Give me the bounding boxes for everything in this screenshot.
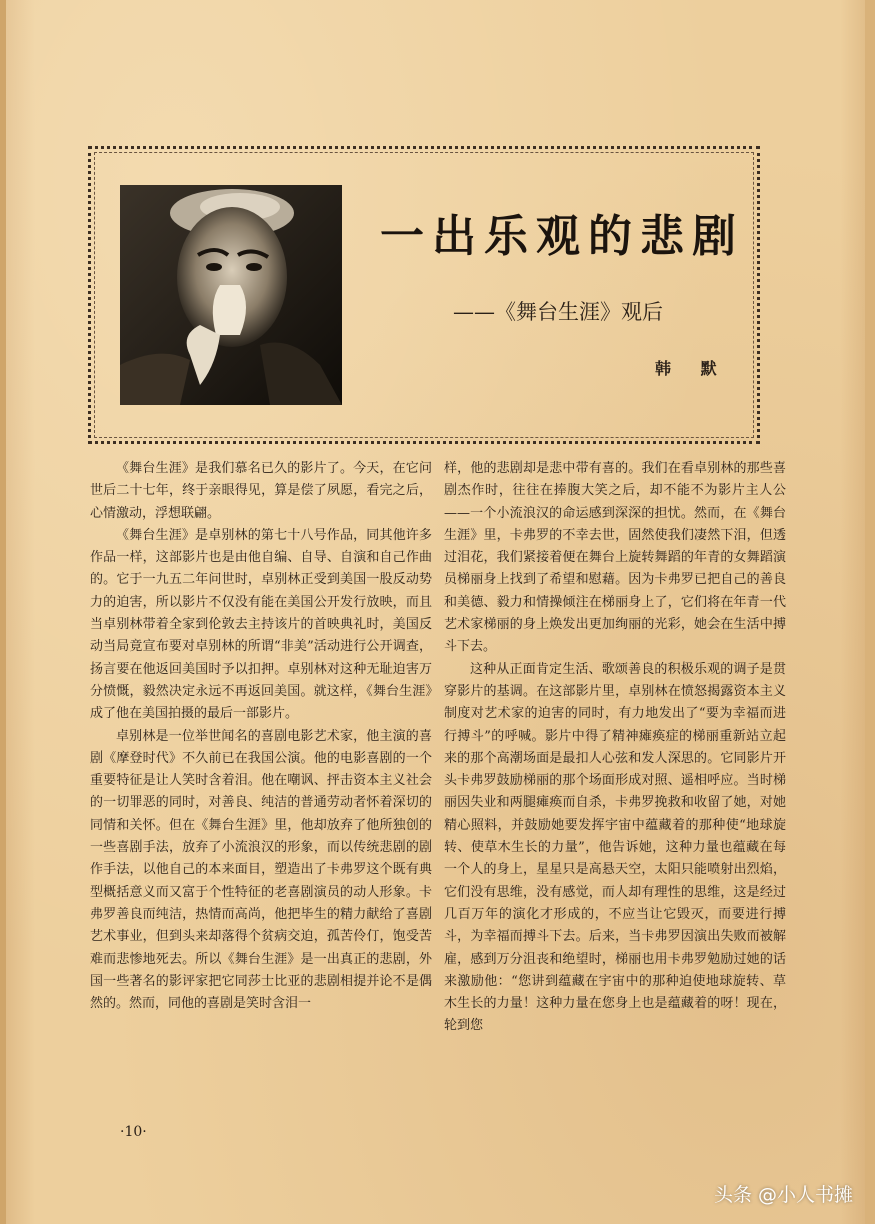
portrait-photo <box>120 185 342 405</box>
paragraph: 这种从正面肯定生活、歌颂善良的积极乐观的调子是贯穿影片的基调。在这部影片里，卓别林在愤怒揭露资本主义制度对艺术家的迫害的同时，有力地发出了“要为幸福而进行搏斗”的呼喊。影片中得了精神瘫痪症的梯丽重新站立起来的那个高潮场面是最扣人心弦和发人深思的。它同影片开头卡弗罗鼓励梯丽的那个场面形成对照、遥相呼应。当时梯丽因失业和两腿瘫痪而自杀，卡弗罗挽救和收留了她，对她精心照料，并鼓励她要发挥宇宙中蕴藏着的那种使“地球旋转、使草木生长的力量”，他告诉她，这种力量也蕴藏在每一个人的身上，星星只是高悬天空，太阳只能喷射出烈焰，它们没有思维，没有感觉，而人却有理性的思维，这是经过几百万年的演化才形成的，不应当让它毁灭，而要进行搏斗，为幸福而搏斗下去。后来，当卡弗罗因演出失败而被解雇，感到万分沮丧和绝望时，梯丽也用卡弗罗勉励过她的话来激励他：“您讲到蕴藏在宇宙中的那种迫使地球旋转、草木生长的力量！这种力量在您身上也是蕴藏着的呀！现在，轮到您 <box>444 661 786 1034</box>
right-column <box>444 458 786 1038</box>
page-edge-right <box>865 0 875 1224</box>
paragraph: 《舞台生涯》是卓别林的第七十八号作品，同其他许多作品一样，这部影片也是由他自编、自导、自演和自己作曲的。它于一九五二年问世时，卓别林正受到美国一股反动势力的迫害，所以影片不仅没有能在美国公开发行放映，而且当卓别林带着全家到伦敦去主持该片的首映典礼时，美国反动当局竟宣布要对卓别林的所谓“非美”活动进行公开调查，扬言要在他返回美国时予以扣押。卓别林对这种无耻迫害万分愤慨，毅然决定永远不再返回美国。就这样，《舞台生涯》成了他在美国拍摄的最后一部影片。 <box>90 527 432 722</box>
article-author: 韩 默 <box>655 359 729 378</box>
watermark-text: 头条 @小人书摊 <box>713 1183 853 1206</box>
page-number: ·10· <box>120 1124 147 1140</box>
article-subtitle: ——《舞台生涯》观后 <box>453 300 663 324</box>
left-column <box>90 458 432 1015</box>
paragraph-continued: 样，他的悲剧却是悲中带有喜的。我们在看卓别林的那些喜剧杰作时，往往在捧腹大笑之后，却不能不为影片主人公——一个小流浪汉的命运感到深深的担忧。然而，在《舞台生涯》里，卡弗罗的不幸去世，固然使我们凄然下泪，但透过泪花，我们紧接着便在舞台上旋转舞蹈的年青的女舞蹈演员梯丽身上找到了希望和慰藉。因为卡弗罗已把自己的善良和美德、毅力和情操倾注在梯丽身上了，它们将在年青一代艺术家梯丽的身上焕发出更加绚丽的光彩，她会在生活中搏斗下去。 <box>444 461 786 655</box>
paragraph: 卓别林是一位举世闻名的喜剧电影艺术家，他主演的喜剧《摩登时代》不久前已在我国公演。他的电影喜剧的一个重要特征是让人笑时含着泪。他在嘲讽、抨击资本主义社会的一切罪恶的同时，对善良、纯洁的普通劳动者怀着深切的同情和关怀。但在《舞台生涯》里，他却放弃了他所独创的一些喜剧手法，放弃了小流浪汉的形象，而以传统悲剧的剧作手法，以他自己的本来面目，塑造出了卡弗罗这个既有典型概括意义而又富于个性特征的老喜剧演员的动人形象。卡弗罗善良而纯洁，热情而高尚，他把毕生的精力献给了喜剧艺术事业，但到头来却落得个贫病交迫，孤苦伶仃，饱受苦难而悲惨地死去。所以《舞台生涯》是一出真正的悲剧，外国一些著名的影评家把它同莎士比亚的悲剧相提并论不是偶然的。然而，同他的喜剧是笑时含泪一 <box>90 728 432 1012</box>
article-title: 一出乐观的悲剧 <box>380 211 744 262</box>
watermark <box>714 1178 853 1208</box>
portrait-illustration <box>120 185 342 405</box>
paragraph: 《舞台生涯》是我们慕名已久的影片了。今天，在它问世后二十七年，终于亲眼得见，算是偿了夙愿，看完之后，心情激动，浮想联翩。 <box>90 461 432 521</box>
page-edge-left <box>0 0 6 1224</box>
